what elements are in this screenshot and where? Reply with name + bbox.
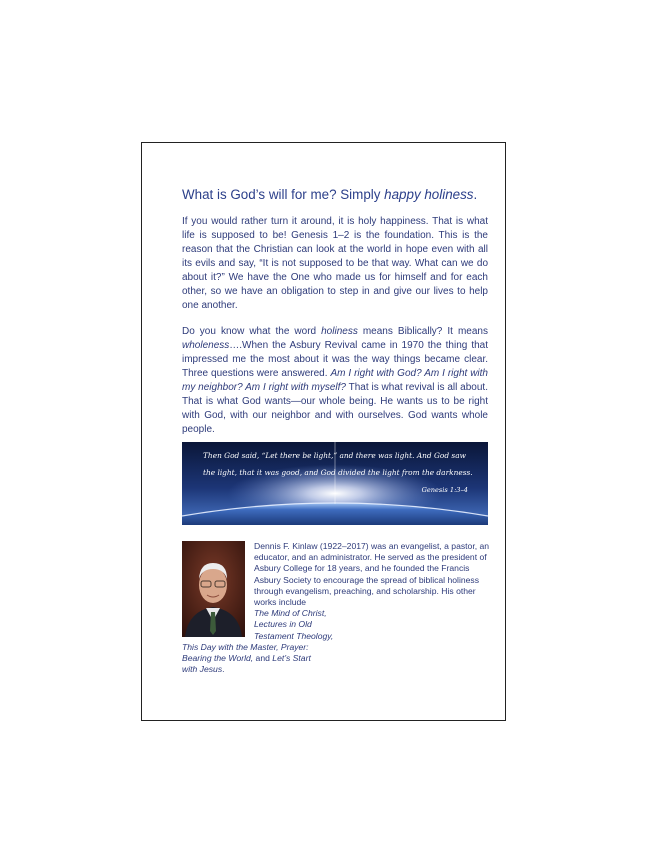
title-emphasis: happy holiness (384, 187, 474, 202)
work-title-1: The Mind of Christ, (254, 608, 327, 619)
work-title-5b: with Jesus (182, 664, 223, 675)
author-bio (254, 541, 490, 642)
p2-emphasis-wholeness: wholeness (182, 340, 230, 351)
title-period: . (473, 187, 478, 202)
p2-text-1: Do you know what the word (182, 326, 322, 337)
banner-line-1: Then God said, “Let there be light,” and there was light. And God saw (203, 451, 466, 460)
author-portrait-image (182, 541, 245, 637)
work-title-2b: Testament Theology, (254, 630, 334, 641)
work-title-2a: Lectures in Old (254, 619, 312, 630)
bio-text: Dennis F. Kinlaw (1922–2017) was an evangelist, a pastor, an educator, and an administrator. He served as the president of Asbury College for 18 years, and he founded the Francis Asbury Society to encourage the spread of biblical holiness through evangelism, preaching, and scholarship. His other works include (254, 541, 490, 608)
author-photo (182, 541, 245, 637)
p2-emphasis-holiness: holiness (321, 326, 358, 337)
earth-sunrise-image (182, 442, 488, 525)
title-text: What is God’s will for me? Simply (182, 187, 385, 202)
banner-line-2: the light, that it was good, and God divided the light from the darkness. (203, 468, 473, 477)
paragraph-wholeness (182, 325, 488, 437)
work-title-4: Bearing the World, (182, 653, 254, 664)
book-back-cover (141, 142, 506, 721)
work-title-5a: Let’s Start (272, 653, 311, 664)
author-bio-works (182, 642, 352, 676)
cover-title (182, 187, 492, 202)
p2-text-4: That is what revival is all about. That is what God wants—our whole being. He wants us to be right with God, with our neighbor and with ourselves. God wants whole people. (182, 382, 488, 435)
p2-text-3: ….When the Asbury Revival came in 1970 the thing that impressed me the most about it was the way things became clear. Three questions were answered. (182, 340, 488, 379)
p2-text-2: means Biblically? It means (357, 326, 488, 337)
work-title-3: This Day with the Master, Prayer: (182, 642, 309, 652)
p2-three-questions: Am I right with God? Am I right with my neighbor? Am I right with myself? (182, 368, 488, 393)
works-and: and (253, 653, 273, 664)
works-period: . (222, 664, 225, 675)
genesis-scripture-banner (182, 442, 488, 525)
banner-citation: Genesis 1:3–4 (421, 486, 468, 494)
paragraph-holy-happiness: If you would rather turn it around, it is holy happiness. That is what life is supposed to be! Genesis 1–2 is the foundation. This is the reason that the Christian can look at the world in hope even with all its evils and say, “It is not supposed to be that way. What can we do about it?” We have the One who made us for himself and for each other, so we have an obligation to step in and give our lives to help one another. (182, 216, 488, 311)
